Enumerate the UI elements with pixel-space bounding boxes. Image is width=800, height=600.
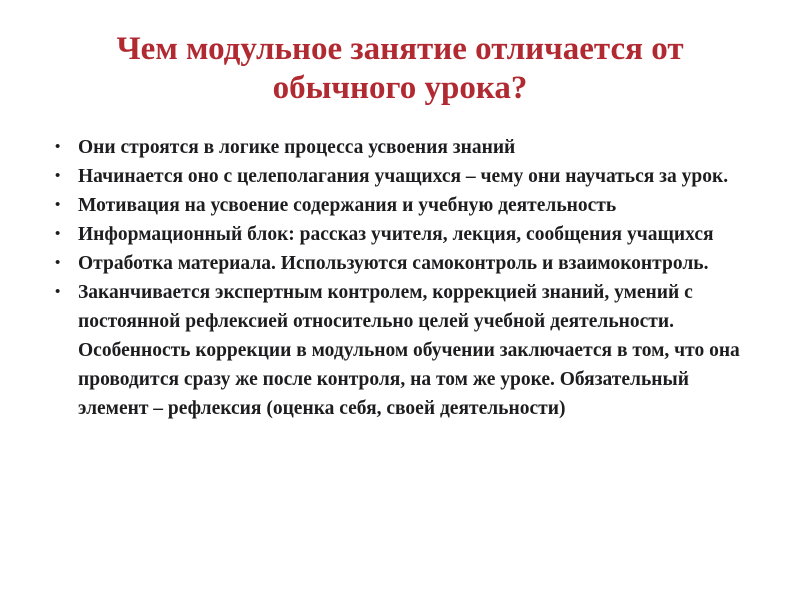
- bullet-icon: •: [55, 168, 61, 184]
- bullet-icon: •: [55, 284, 61, 300]
- list-item: [50, 249, 758, 278]
- bullet-icon: •: [55, 197, 61, 213]
- list-item: [50, 162, 758, 191]
- bullet-text: Они строятся в логике процесса усвоения знаний: [78, 137, 516, 158]
- slide-title: Чем модульное занятие отличается от обычного урока?: [116, 31, 684, 106]
- bullet-text: Информационный блок: рассказ учителя, лекция, сообщения учащихся: [78, 224, 714, 245]
- bullet-icon: •: [55, 226, 61, 242]
- bullet-text: Мотивация на усвоение содержания и учебную деятельность: [78, 195, 617, 216]
- list-item: [50, 220, 758, 249]
- bullet-list: [50, 133, 758, 423]
- list-item: [50, 133, 758, 162]
- bullet-text: Отработка материала. Используются самоконтроль и взаимоконтроль.: [78, 253, 709, 274]
- bullet-icon: •: [55, 139, 61, 155]
- bullet-icon: •: [55, 255, 61, 271]
- list-item: [50, 191, 758, 220]
- bullet-text: Заканчивается экспертным контролем, коррекцией знаний, умений с постоянной рефлексией относительно целей учебной деятельности. Особенность коррекции в модульном обучении заключается в том, что она проводится сразу же после контроля, на том же уроке. Обязательный элемент – рефлексия (оценка себя, своей деятельности): [78, 282, 740, 419]
- list-item: [50, 278, 758, 423]
- bullet-text: Начинается оно с целеполагания учащихся – чему они научаться за урок.: [78, 166, 729, 187]
